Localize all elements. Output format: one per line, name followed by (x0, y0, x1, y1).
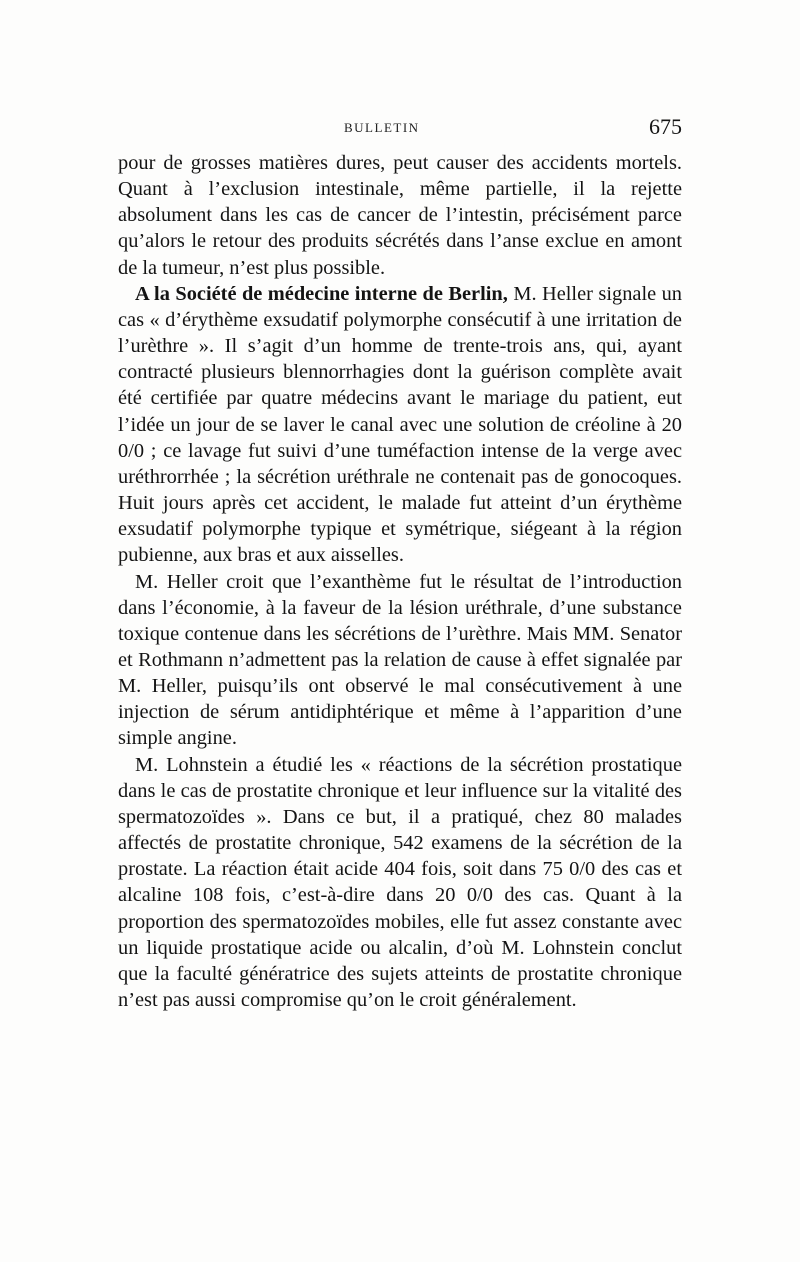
paragraph-3: M. Heller croit que l’exanthème fut le résultat de l’introduction dans l’économie, à la faveur de la lésion uréthrale, d’une substance toxique contenue dans les sécrétions de l’urèthre. Mais MM. Senator et Rothmann n’admettent pas la relation de cause à effet signalée par M. Heller, puisqu’ils ont observé le mal consécutivement à une injection de sérum antidiphtérique et même à l’apparition d’une simple angine. (118, 570, 682, 750)
page-header (118, 116, 682, 142)
paragraph-2-text: M. Heller signale un cas « d’érythème exsudatif polymorphe consécutif à une irritation de l’urèthre ». Il s’agit d’un homme de trente-trois ans, qui, ayant contracté plusieurs blennorrhagies dont la guérison complète avait été certifiée par quatre médecins avant le mariage du patient, eut l’idée un jour de se laver le canal avec une solution de créoline à 20 0/0 ; ce lavage fut suivi d’une tuméfaction intense de la verge avec uréthrorrhée ; la sécrétion uréthrale ne contenait pas de gonocoques. Huit jours après cet accident, le malade fut atteint d’un érythème exsudatif polymorphe typique et symétrique, siégeant à la région pubienne, aux bras et aux aisselles. (118, 282, 682, 567)
page-number: 675 (649, 114, 682, 139)
body-text (118, 150, 682, 1013)
running-head: BULLETIN (344, 120, 420, 135)
paragraph-2 (118, 281, 682, 569)
paragraph-1: pour de grosses matières dures, peut causer des accidents mortels. Quant à l’exclusion intestinale, même partielle, il la rejette absolument dans les cas de cancer de l’intestin, précisément parce qu’alors le retour des produits sécrétés dans l’anse exclue en amont de la tumeur, n’est plus possible. (118, 152, 682, 279)
section-lead: A la Société de médecine interne de Berlin, (135, 282, 508, 305)
paragraph-4: M. Lohnstein a étudié les « réactions de la sécrétion prostatique dans le cas de prostatite chronique et leur influence sur la vitalité des spermatozoïdes ». Dans ce but, il a pratiqué, chez 80 malades affectés de prostatite chronique, 542 examens de la sécrétion de la prostate. La réaction était acide 404 fois, soit dans 75 0/0 des cas et alcaline 108 fois, c’est-à-dire dans 20 0/0 des cas. Quant à la proportion des spermatozoïdes mobiles, elle fut assez constante avec un liquide prostatique acide ou alcalin, d’où M. Lohnstein conclut que la faculté génératrice des sujets atteints de prostatite chronique n’est pas aussi compromise qu’on le croit généralement. (118, 753, 682, 1011)
